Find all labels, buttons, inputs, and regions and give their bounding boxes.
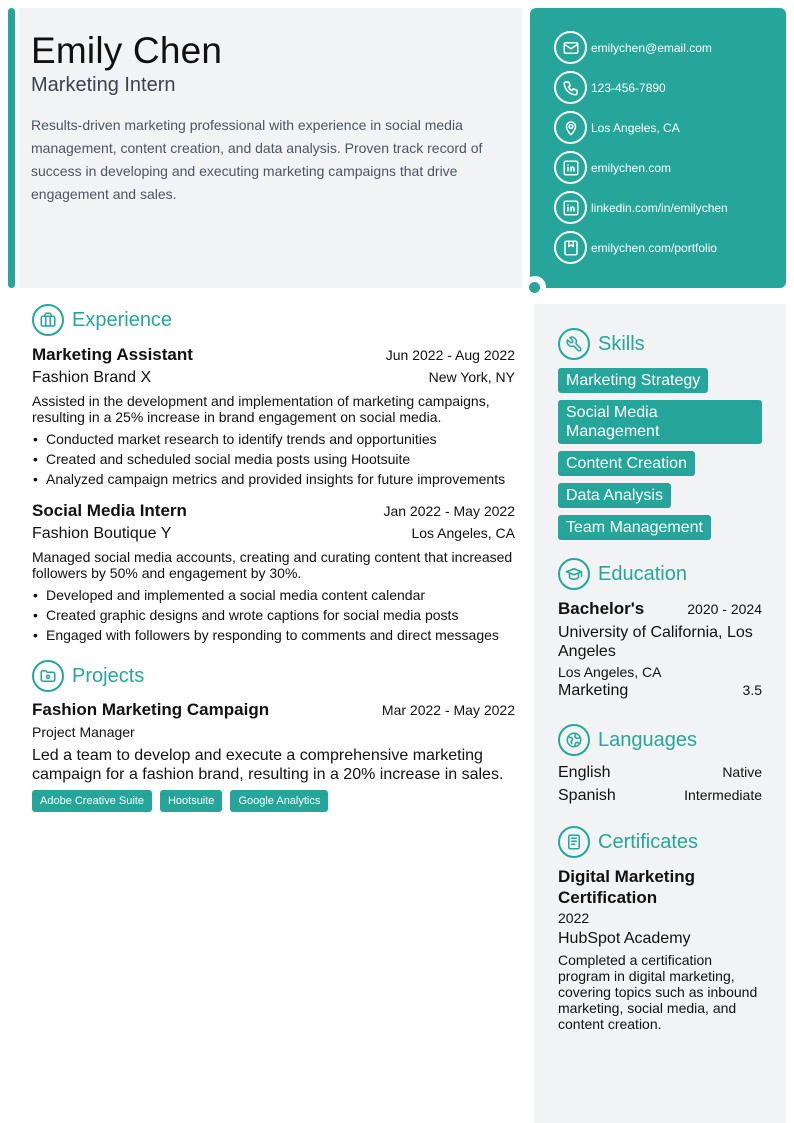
education-heading xyxy=(558,558,687,590)
profile-summary: Results-driven marketing professional with experience in social media management, content creation, and data analysis. Proven track record of success in developing and executing marketing campaigns that drive engagement and sales. xyxy=(31,117,483,202)
linkedin-icon xyxy=(554,191,587,224)
language-name: English xyxy=(558,764,611,781)
contact-email-text: emilychen@email.com xyxy=(591,40,712,55)
project-description: Led a team to develop and execute a comprehensive marketing campaign for a fashion brand, resulting in a 20% increase in sales. xyxy=(32,747,504,783)
education-gpa: 3.5 xyxy=(742,682,762,698)
certificate-entry xyxy=(558,866,762,1032)
envelope-icon xyxy=(554,31,587,64)
contact-portfolio-text: emilychen.com/portfolio xyxy=(591,240,718,255)
skill-chip: Marketing Strategy xyxy=(558,368,708,393)
project-tags xyxy=(32,790,515,812)
job-bullet: • Created graphic designs and wrote captions for social media posts xyxy=(32,605,515,625)
experience-title: Experience xyxy=(72,308,173,331)
education-entry xyxy=(558,599,762,700)
certificate-title: Digital Marketing Certification xyxy=(558,867,695,907)
language-row xyxy=(558,787,762,810)
contact-portfolio[interactable] xyxy=(554,231,717,264)
language-level: Intermediate xyxy=(684,787,762,803)
job-bullets xyxy=(32,585,515,645)
contact-website[interactable] xyxy=(554,151,671,184)
folder-icon xyxy=(32,660,64,692)
contact-phone[interactable] xyxy=(554,71,666,104)
project-entry xyxy=(32,700,515,812)
project-tag: Google Analytics xyxy=(230,790,328,812)
job-dates: Jan 2022 - May 2022 xyxy=(383,503,515,519)
certificate-description: Completed a certification program in digital marketing, covering topics such as inbound marketing, social media, and content creation. xyxy=(558,952,758,1032)
certificates-heading xyxy=(558,826,698,858)
skill-chip: Content Creation xyxy=(558,451,695,476)
job-title: Marketing Assistant xyxy=(32,345,193,364)
linkedin-icon xyxy=(554,151,587,184)
language-level: Native xyxy=(722,764,762,780)
contact-website-text: emilychen.com xyxy=(591,160,672,175)
projects-title: Projects xyxy=(72,664,145,687)
header-panel xyxy=(19,8,522,288)
job-bullet: • Conducted market research to identify trends and opportunities xyxy=(32,429,515,449)
skills-heading xyxy=(558,328,645,360)
graduation-cap-icon xyxy=(558,558,590,590)
job-description: Managed social media accounts, creating and curating content that increased followers by 50% and engagement by 30%. xyxy=(32,549,513,581)
education-field: Marketing xyxy=(558,682,629,699)
certificate-icon xyxy=(558,826,590,858)
education-location: Los Angeles, CA xyxy=(558,664,662,680)
education-years: 2020 - 2024 xyxy=(687,601,762,617)
project-tag: Adobe Creative Suite xyxy=(32,790,152,812)
job-bullet: • Developed and implemented a social media content calendar xyxy=(32,585,515,605)
job-entry xyxy=(32,501,515,645)
contact-location-text: Los Angeles, CA xyxy=(591,120,680,135)
briefcase-icon xyxy=(32,304,64,336)
job-bullet: • Analyzed campaign metrics and provided insights for future improvements xyxy=(32,469,515,489)
location-pin-icon xyxy=(554,111,587,144)
skills-title: Skills xyxy=(598,332,645,355)
language-row xyxy=(558,764,762,787)
job-description: Assisted in the development and implementation of marketing campaigns, resulting in a 25% increase in brand engagement on social media. xyxy=(32,393,490,425)
job-location: Los Angeles, CA xyxy=(411,525,515,541)
job-bullets xyxy=(32,429,515,489)
project-role: Project Manager xyxy=(32,724,135,740)
job-company: Fashion Boutique Y xyxy=(32,525,172,542)
job-entry xyxy=(32,345,515,489)
job-title: Social Media Intern xyxy=(32,501,187,520)
job-dates: Jun 2022 - Aug 2022 xyxy=(385,347,515,363)
globe-icon xyxy=(558,724,590,756)
job-location: New York, NY xyxy=(428,369,515,385)
languages-heading xyxy=(558,724,697,756)
phone-icon xyxy=(554,71,587,104)
project-tag: Hootsuite xyxy=(160,790,222,812)
contact-linkedin[interactable] xyxy=(554,191,728,224)
candidate-role: Marketing Intern xyxy=(31,74,176,96)
accent-bar xyxy=(8,8,15,288)
skills-list xyxy=(558,368,762,547)
job-bullet: • Engaged with followers by responding to comments and direct messages xyxy=(32,625,515,645)
languages-title: Languages xyxy=(598,728,697,751)
language-name: Spanish xyxy=(558,787,616,804)
skill-chip: Social Media Management xyxy=(558,400,762,444)
languages-list xyxy=(558,764,762,810)
skill-chip: Team Management xyxy=(558,515,711,540)
contact-email[interactable] xyxy=(554,31,712,64)
job-company: Fashion Brand X xyxy=(32,369,152,386)
education-title: Education xyxy=(598,562,687,585)
contact-linkedin-text: linkedin.com/in/emilychen xyxy=(591,200,728,215)
skill-chip: Data Analysis xyxy=(558,483,671,508)
contact-panel xyxy=(530,8,786,288)
certificates-title: Certificates xyxy=(598,830,699,853)
wrench-icon xyxy=(558,328,590,360)
education-degree: Bachelor's xyxy=(558,599,645,618)
project-dates: Mar 2022 - May 2022 xyxy=(381,702,515,718)
contact-phone-text: 123-456-7890 xyxy=(591,80,666,95)
portfolio-icon xyxy=(554,231,587,264)
header-notch-dot xyxy=(529,282,540,293)
job-bullet: • Created and scheduled social media posts using Hootsuite xyxy=(32,449,515,469)
experience-heading xyxy=(32,304,172,336)
certificate-issuer: HubSpot Academy xyxy=(558,930,691,947)
project-title: Fashion Marketing Campaign xyxy=(32,700,270,719)
contact-location xyxy=(554,111,680,144)
certificate-year: 2022 xyxy=(558,910,590,926)
projects-heading xyxy=(32,660,144,692)
education-school: University of California, Los Angeles xyxy=(558,624,753,660)
candidate-name: Emily Chen xyxy=(31,30,223,71)
